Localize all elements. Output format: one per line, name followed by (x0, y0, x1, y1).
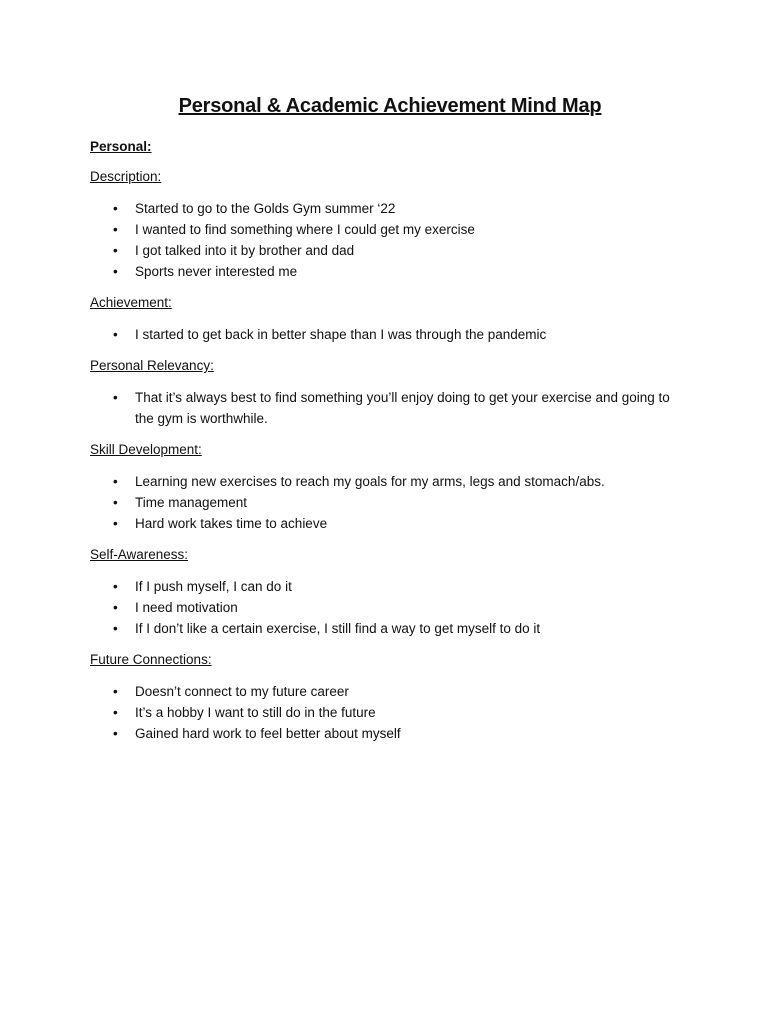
bullet-icon: • (113, 684, 118, 699)
list-item-text: Gained hard work to feel better about myself (135, 726, 401, 741)
bullet-icon: • (113, 222, 118, 237)
list-item-text: I wanted to find something where I could get my exercise (135, 222, 475, 237)
bullet-icon: • (113, 390, 118, 405)
bullet-list (90, 198, 690, 282)
list-item-text: I got talked into it by brother and dad (135, 243, 355, 258)
list-item-text: Time management (135, 495, 248, 510)
section-heading: Future Connections: (90, 652, 212, 667)
list-item (90, 240, 690, 261)
sections-container (90, 168, 690, 744)
list-item-text: That it’s always best to find something you’ll enjoy doing to get your exercise and going to the gym is worthwhile. (135, 390, 670, 426)
section-heading: Achievement: (90, 295, 172, 310)
section-heading: Skill Development: (90, 442, 202, 457)
list-item (90, 702, 690, 723)
bullet-icon: • (113, 600, 118, 615)
list-item (90, 324, 690, 345)
bullet-list (90, 471, 690, 534)
list-item (90, 219, 690, 240)
list-item (90, 471, 690, 492)
bullet-icon: • (113, 726, 118, 741)
category-heading-personal: Personal: (90, 139, 152, 154)
list-item-text: Started to go to the Golds Gym summer ‘22 (135, 201, 396, 216)
list-item-text: If I don’t like a certain exercise, I still find a way to get myself to do it (135, 621, 541, 636)
document-page (90, 92, 690, 756)
list-item-text: I need motivation (135, 600, 238, 615)
bullet-list (90, 681, 690, 744)
list-item (90, 492, 690, 513)
list-item-text: It’s a hobby I want to still do in the future (135, 705, 376, 720)
list-item (90, 198, 690, 219)
list-item-text: If I push myself, I can do it (135, 579, 292, 594)
document-title: Personal & Academic Achievement Mind Map (178, 95, 602, 117)
bullet-icon: • (113, 327, 118, 342)
list-item (90, 513, 690, 534)
bullet-icon: • (113, 201, 118, 216)
list-item (90, 681, 690, 702)
bullet-icon: • (113, 474, 118, 489)
bullet-icon: • (113, 495, 118, 510)
section-heading: Description: (90, 169, 162, 184)
list-item-text: Doesn’t connect to my future career (135, 684, 349, 699)
list-item (90, 261, 690, 282)
bullet-list (90, 576, 690, 639)
bullet-list (90, 324, 690, 345)
list-item-text: Learning new exercises to reach my goals for my arms, legs and stomach/abs. (135, 474, 605, 489)
bullet-icon: • (113, 579, 118, 594)
bullet-icon: • (113, 516, 118, 531)
list-item-text: I started to get back in better shape than I was through the pandemic (135, 327, 547, 342)
bullet-list (90, 387, 690, 429)
list-item (90, 723, 690, 744)
bullet-icon: • (113, 243, 118, 258)
list-item (90, 387, 690, 429)
bullet-icon: • (113, 264, 118, 279)
section-heading: Personal Relevancy: (90, 358, 214, 373)
list-item (90, 618, 690, 639)
section-heading: Self-Awareness: (90, 547, 189, 562)
list-item (90, 597, 690, 618)
list-item-text: Sports never interested me (135, 264, 298, 279)
list-item (90, 576, 690, 597)
bullet-icon: • (113, 705, 118, 720)
list-item-text: Hard work takes time to achieve (135, 516, 328, 531)
bullet-icon: • (113, 621, 118, 636)
